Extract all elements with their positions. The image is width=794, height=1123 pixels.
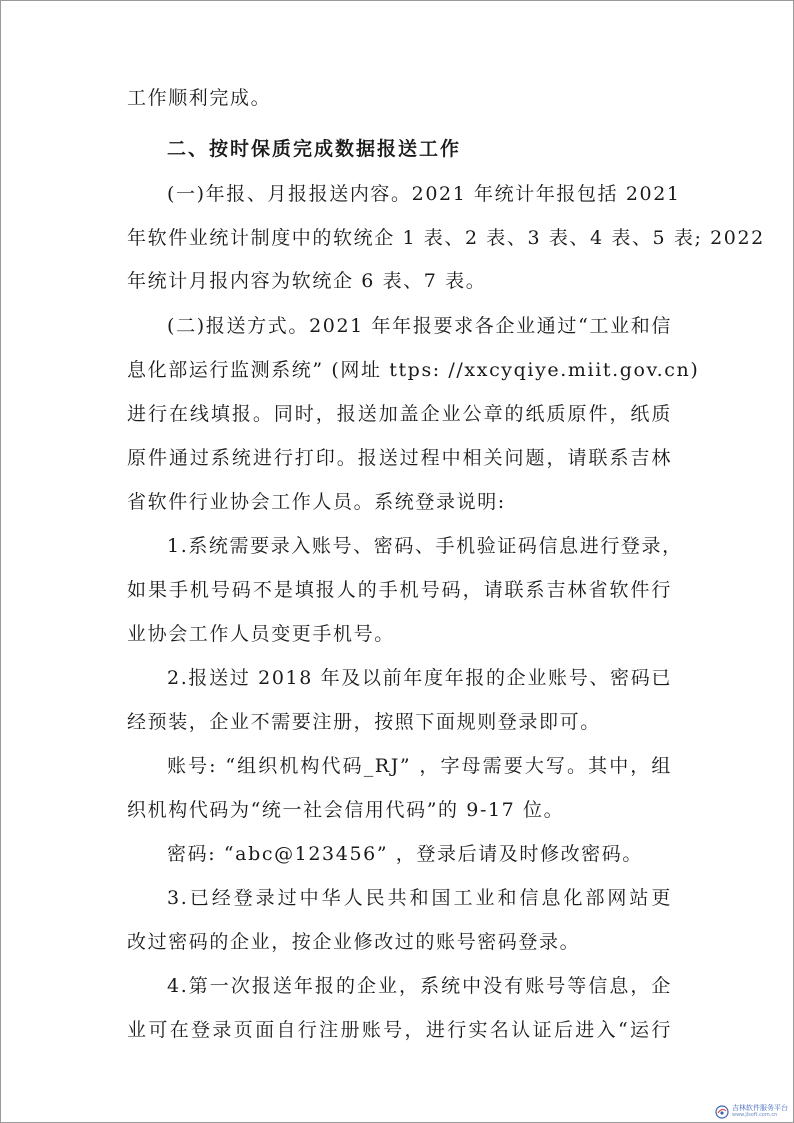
paragraph-line: 1.系统需要录入账号、密码、手机验证码信息进行登录，	[167, 535, 683, 557]
paragraph-line: 3.已经登录过中华人民共和国工业和信息化部网站更	[167, 887, 672, 909]
watermark	[715, 1105, 788, 1119]
paragraph-line: 2.报送过 2018 年及以前年度年报的企业账号、密码已	[167, 667, 672, 689]
paragraph-line: 密码: “abc@123456” ，登录后请及时修改密码。	[167, 843, 643, 865]
paragraph-line: (二)报送方式。2021 年年报要求各企业通过“工业和信	[167, 315, 672, 337]
paragraph-line: 业可在登录页面自行注册账号，进行实名认证后进入“运行	[127, 1019, 672, 1041]
watermark-url: www.jlsoft.com.cn	[732, 1112, 778, 1118]
paragraph-line: 进行在线填报。同时，报送加盖企业公章的纸质原件，纸质	[127, 403, 672, 425]
paragraph-line: 工作顺利完成。	[127, 87, 272, 109]
paragraph-line: 省软件行业协会工作人员。系统登录说明:	[127, 491, 506, 513]
paragraph-line: 年软件业统计制度中的软统企 1 表、2 表、3 表、4 表、5 表; 2022	[127, 227, 765, 249]
paragraph-line: 息化部运行监测系统” (网址 ttps: //xxcyqiye.miit.gov.cn)	[127, 359, 700, 381]
paragraph-line: 账号: “组织机构代码_RJ” ，字母需要大写。其中，组	[167, 755, 672, 777]
paragraph-line: 业协会工作人员变更手机号。	[127, 623, 395, 645]
paragraph-line: 年统计月报内容为软统企 6 表、7 表。	[127, 270, 487, 292]
section-heading: 二、按时保质完成数据报送工作	[167, 138, 462, 160]
paragraph-line: 原件通过系统进行打印。报送过程中相关问题，请联系吉林	[127, 447, 672, 469]
watermark-name: 吉林软件服务平台	[732, 1104, 788, 1112]
paragraph-line: 织机构代码为“统一社会信用代码”的 9-17 位。	[127, 799, 565, 821]
paragraph-line: 如果手机号码不是填报人的手机号码，请联系吉林省软件行	[127, 579, 672, 601]
paragraph-line: 经预装，企业不需要注册，按照下面规则登录即可。	[127, 711, 601, 733]
paragraph-line: 4.第一次报送年报的企业，系统中没有账号等信息，企	[167, 975, 672, 997]
watermark-logo-icon	[715, 1105, 729, 1119]
paragraph-line: 改过密码的企业，按企业修改过的账号密码登录。	[127, 931, 581, 953]
paragraph-line: (一)年报、月报报送内容。2021 年统计年报包括 2021	[167, 183, 681, 205]
